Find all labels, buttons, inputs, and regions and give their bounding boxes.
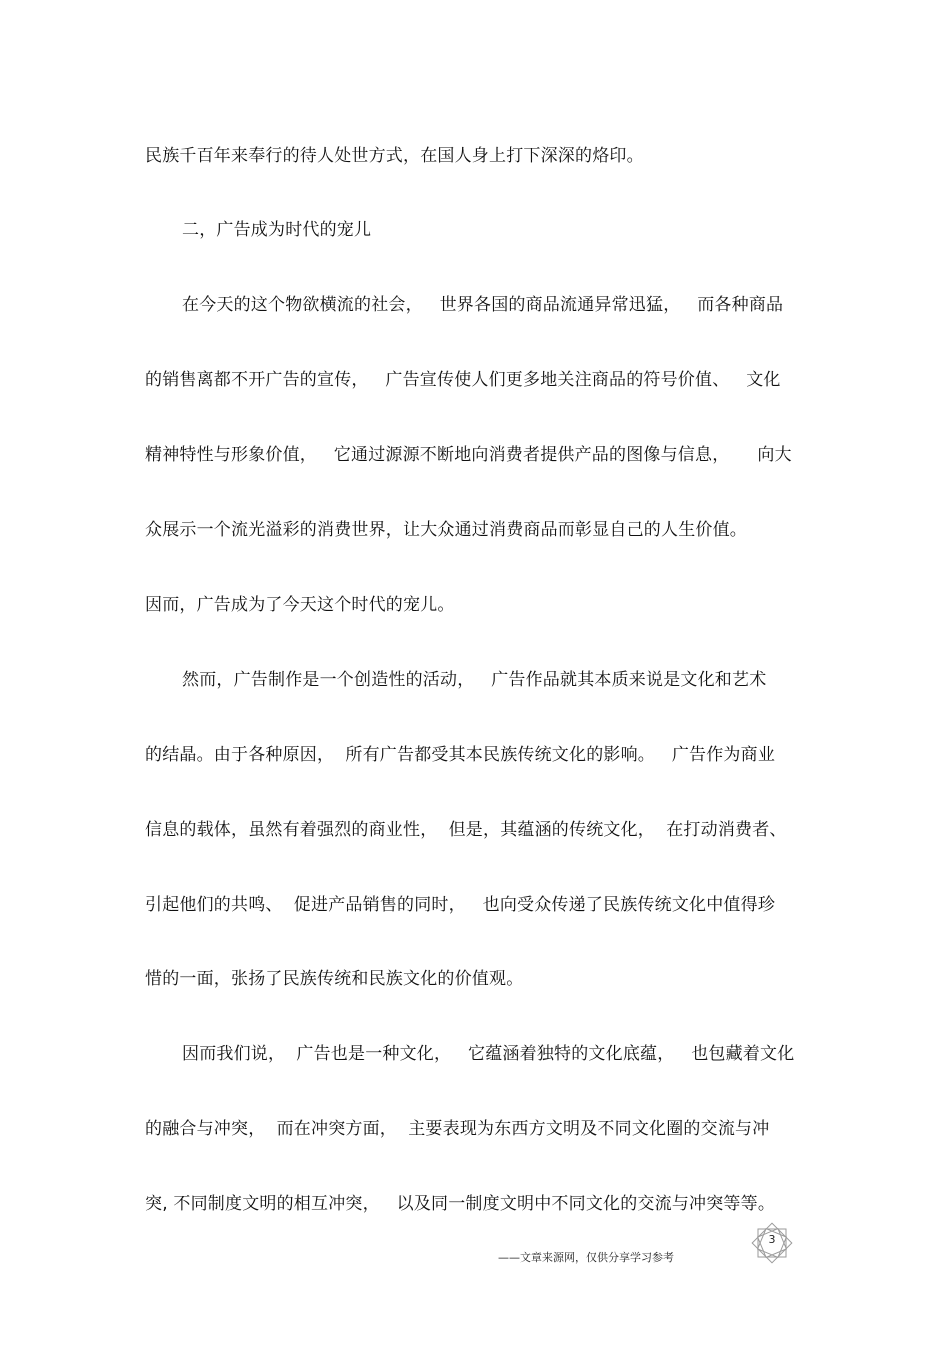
source-note: ——文章来源网，仅供分享学习参考 xyxy=(498,1251,674,1264)
paragraph-line: 的结晶。由于各种原因， 所有广告都受其本民族传统文化的影响。 广告作为商业 xyxy=(145,745,776,765)
paragraph-line: 因而，广告成为了今天这个时代的宠儿。 xyxy=(145,595,455,615)
page-number: 3 xyxy=(768,1233,776,1246)
paragraph-line: 的融合与冲突， 而在冲突方面， 主要表现为东西方文明及不同文化圈的交流与冲 xyxy=(145,1119,770,1139)
paragraph-line: 突, 不同制度文明的相互冲突， 以及同一制度文明中不同文化的交流与冲突等等。 xyxy=(145,1194,776,1214)
paragraph-line: 众展示一个流光溢彩的消费世界，让大众通过消费商品而彰显自己的人生价值。 xyxy=(145,520,747,540)
paragraph-line: 引起他们的共鸣、 促进产品销售的同时， 也向受众传递了民族传统文化中值得珍 xyxy=(145,895,776,915)
page-number-badge xyxy=(748,1221,796,1265)
paragraph-line: 的销售离都不开广告的宣传， 广告宣传使人们更多地关注商品的符号价值、 文化 xyxy=(145,370,781,390)
paragraph-line: 然而，广告制作是一个创造性的活动， 广告作品就其本质来说是文化和艺术 xyxy=(182,670,767,690)
section-heading: 二，广告成为时代的宠儿 xyxy=(182,220,372,240)
paragraph-line: 精神特性与形象价值， 它通过源源不断地向消费者提供产品的图像与信息， 向大 xyxy=(145,445,792,465)
paragraph-line: 惜的一面，张扬了民族传统和民族文化的价值观。 xyxy=(145,969,524,989)
paragraph-line: 因而我们说， 广告也是一种文化， 它蕴涵着独特的文化底蕴， 也包藏着文化 xyxy=(182,1044,795,1064)
paragraph-line: 信息的载体，虽然有着强烈的商业性， 但是，其蕴涵的传统文化， 在打动消费者、 xyxy=(145,820,787,840)
paragraph-line: 在今天的这个物欲横流的社会， 世界各国的商品流通异常迅猛， 而各种商品 xyxy=(182,295,784,315)
paragraph-line: 民族千百年来奉行的待人处世方式，在国人身上打下深深的烙印。 xyxy=(145,146,644,166)
